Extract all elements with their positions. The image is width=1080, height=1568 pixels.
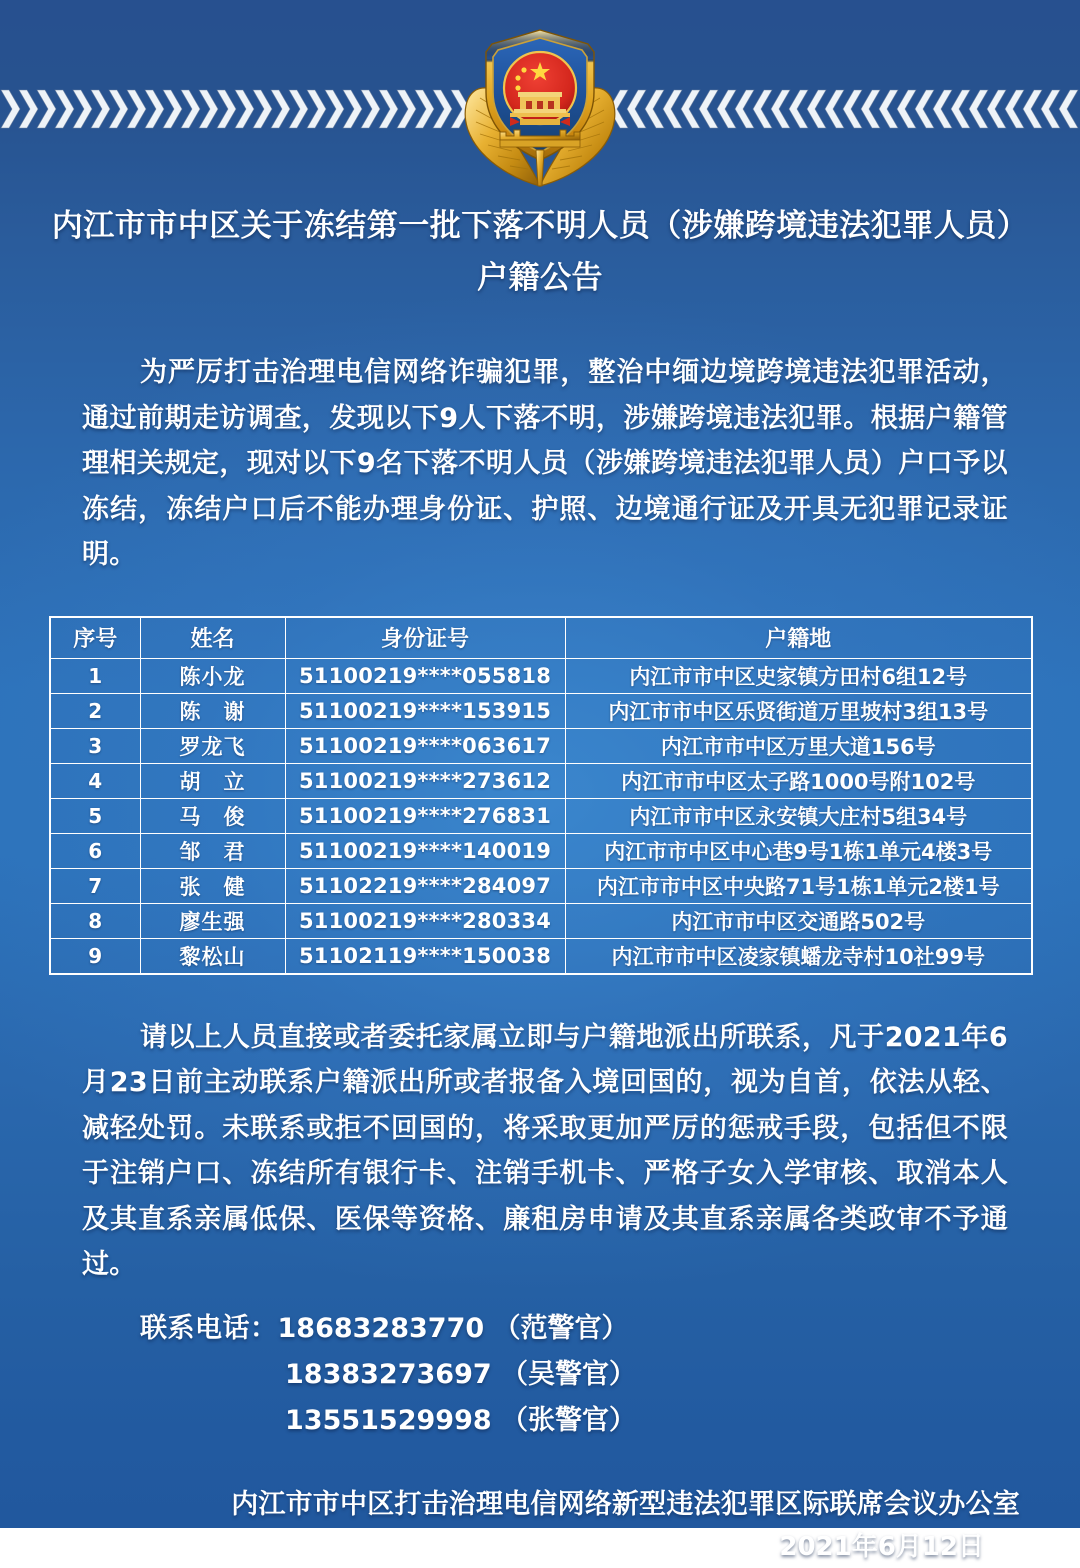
notice-paragraph: 请以上人员直接或者委托家属立即与户籍地派出所联系，凡于2021年6月23日前主动联系户籍派出所或者报备入境回国的，视为自首，依法从轻、减轻处罚。未联系或拒不回国的，将采取更加严厉的惩戒手段，包括但不限于注销户口、冻结所有银行卡、注销手机卡、严格子女入学审核、取消本人及其直系亲属低保、医保等资格、廉租房申请及其直系亲属各类政审不予通过。 (82, 1021, 1008, 1280)
cell-index: 8 (50, 903, 140, 938)
header-band (0, 0, 1080, 200)
cell-id: 51102219****284097 (285, 868, 565, 903)
table-row (50, 763, 1032, 798)
cell-address: 内江市市中区太子路1000号附102号 (565, 763, 1032, 798)
cell-address: 内江市市中区凌家镇蟠龙寺村10社99号 (565, 938, 1032, 974)
cell-index: 1 (50, 658, 140, 693)
cell-address: 内江市市中区中心巷9号1栋1单元4楼3号 (565, 833, 1032, 868)
table-row (50, 938, 1032, 974)
cell-address: 内江市市中区永安镇大庄村5组34号 (565, 798, 1032, 833)
cell-name: 马 俊 (140, 798, 285, 833)
cell-index: 5 (50, 798, 140, 833)
cell-name: 邹 君 (140, 833, 285, 868)
poster-content (0, 200, 1080, 1568)
laurel-chevron-band-left (0, 86, 452, 132)
cell-index: 3 (50, 728, 140, 763)
cell-id: 51102119****150038 (285, 938, 565, 974)
cell-name: 廖生强 (140, 903, 285, 938)
roster-table-wrapper (49, 616, 1031, 975)
title-line-2: 户籍公告 (477, 260, 603, 296)
frozen-household-roster-table (49, 616, 1033, 975)
cell-index: 6 (50, 833, 140, 868)
table-row (50, 798, 1032, 833)
contact-phone-number[interactable]: 18683283770 (277, 1312, 485, 1344)
contact-phone-number[interactable]: 18383273697 (285, 1358, 492, 1390)
page-title (0, 200, 1080, 304)
table-row (50, 868, 1032, 903)
contact-phone-number[interactable]: 13551529998 (285, 1404, 492, 1436)
issuing-organization: 内江市市中区打击治理电信网络新型违法犯罪区际联席会议办公室 (231, 1488, 1020, 1520)
cell-id: 51100219****140019 (285, 833, 565, 868)
cell-id: 51100219****055818 (285, 658, 565, 693)
cell-index: 2 (50, 693, 140, 728)
contact-officer-name: （吴警官） (491, 1358, 637, 1390)
cell-address: 内江市市中区史家镇方田村6组12号 (565, 658, 1032, 693)
contact-line (140, 1398, 1080, 1444)
cell-id: 51100219****063617 (285, 728, 565, 763)
contact-label: 联系电话： (140, 1312, 278, 1344)
cell-address: 内江市市中区交通路502号 (565, 903, 1032, 938)
contact-line (140, 1352, 1080, 1398)
cell-name: 陈小龙 (140, 658, 285, 693)
cell-name: 黎松山 (140, 938, 285, 974)
signature-block (0, 1484, 1080, 1568)
cell-address: 内江市市中区中央路71号1栋1单元2楼1号 (565, 868, 1032, 903)
cell-index: 4 (50, 763, 140, 798)
cell-id: 51100219****273612 (285, 763, 565, 798)
cell-index: 9 (50, 938, 140, 974)
cell-id: 51100219****280334 (285, 903, 565, 938)
national-emblem (504, 52, 576, 126)
column-header-address: 户籍地 (565, 617, 1032, 659)
cell-id: 51100219****153915 (285, 693, 565, 728)
column-header-name: 姓名 (140, 617, 285, 659)
table-row (50, 728, 1032, 763)
cell-name: 张 健 (140, 868, 285, 903)
contact-officer-name: （范警官） (484, 1312, 629, 1344)
issue-date: 2021年6月12日 (779, 1531, 984, 1562)
table-header-row (50, 617, 1032, 659)
table-row (50, 658, 1032, 693)
cell-name: 陈 谢 (140, 693, 285, 728)
intro-paragraph: 为严厉打击治理电信网络诈骗犯罪，整治中缅边境跨境违法犯罪活动，通过前期走访调查，发现以下9人下落不明，涉嫌跨境违法犯罪。根据户籍管理相关规定，现对以下9名下落不明人员（涉嫌跨境违法犯罪人员）户口予以冻结，冻结户口后不能办理身份证、护照、边境通行证及开具无犯罪记录证明。 (82, 357, 1008, 570)
table-row (50, 833, 1032, 868)
table-row (50, 903, 1032, 938)
contact-officer-name: （张警官） (491, 1404, 637, 1436)
cell-name: 胡 立 (140, 763, 285, 798)
laurel-chevron-band-right (628, 86, 1080, 132)
contact-phone-block (0, 1306, 1080, 1444)
chevron-icon (1059, 88, 1080, 130)
contact-line (140, 1306, 1080, 1352)
title-line-1: 内江市市中区关于冻结第一批下落不明人员（涉嫌跨境违法犯罪人员） (51, 208, 1029, 244)
cell-address: 内江市市中区乐贤街道万里坡村3组13号 (565, 693, 1032, 728)
cell-id: 51100219****276831 (285, 798, 565, 833)
cell-index: 7 (50, 868, 140, 903)
cell-name: 罗龙飞 (140, 728, 285, 763)
column-header-id: 身份证号 (285, 617, 565, 659)
cell-address: 内江市市中区万里大道156号 (565, 728, 1032, 763)
chinese-police-badge-icon (448, 18, 632, 192)
table-row (50, 693, 1032, 728)
column-header-index: 序号 (50, 617, 140, 659)
